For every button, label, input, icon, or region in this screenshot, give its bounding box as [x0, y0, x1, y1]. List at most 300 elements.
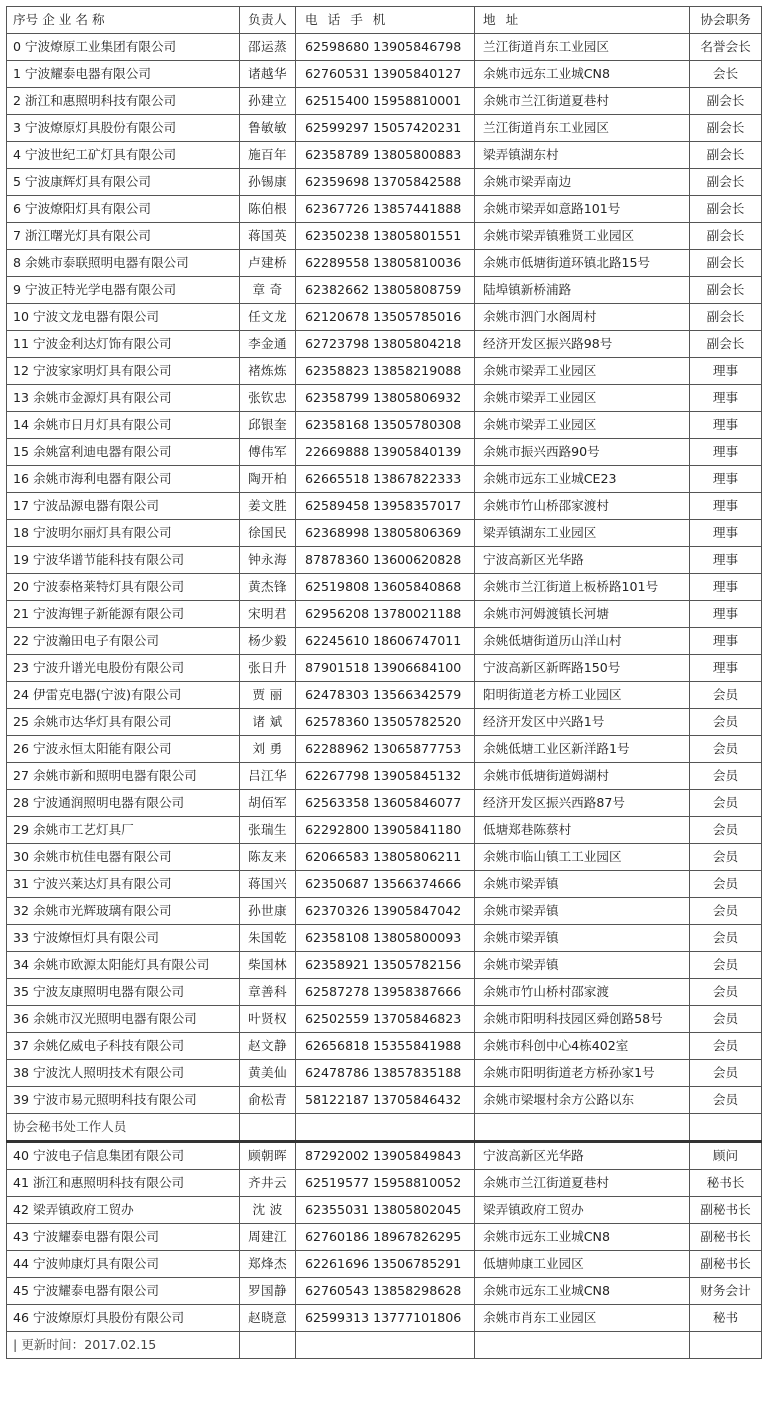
person-cell: 孙锡康	[240, 169, 296, 196]
phone-cell: 62358108 13805800093	[296, 925, 475, 952]
address-cell: 余姚市竹山桥村邵家渡	[475, 979, 690, 1006]
role-cell: 副秘书长	[690, 1224, 762, 1251]
person-cell: 柴国林	[240, 952, 296, 979]
address-cell: 余姚市阳明街道老方桥孙家1号	[475, 1060, 690, 1087]
company-cell: 33 宁波燎恒灯具有限公司	[7, 925, 240, 952]
company-cell: 0 宁波燎原工业集团有限公司	[7, 34, 240, 61]
company-cell: 38 宁波沈人照明技术有限公司	[7, 1060, 240, 1087]
address-cell: 余姚市远东工业城CE23	[475, 466, 690, 493]
company-cell: 10 宁波文龙电器有限公司	[7, 304, 240, 331]
table-row	[7, 952, 762, 979]
table-row	[7, 1170, 762, 1197]
phone-cell: 62515400 15958810001	[296, 88, 475, 115]
phone-cell: 62245610 18606747011	[296, 628, 475, 655]
company-cell: 21 宁波海锂子新能源有限公司	[7, 601, 240, 628]
address-cell: 阳明街道老方桥工业园区	[475, 682, 690, 709]
table-row	[7, 466, 762, 493]
person-cell: 蒋国英	[240, 223, 296, 250]
person-cell: 陈伯根	[240, 196, 296, 223]
phone-cell: 62368998 13805806369	[296, 520, 475, 547]
phone-cell: 62370326 13905847042	[296, 898, 475, 925]
phone-cell: 62367726 13857441888	[296, 196, 475, 223]
address-cell: 梁弄镇湖东工业园区	[475, 520, 690, 547]
address-cell: 余姚市兰江街道夏巷村	[475, 1170, 690, 1197]
phone-cell: 62478786 13857835188	[296, 1060, 475, 1087]
address-cell: 余姚市兰江街道上板桥路101号	[475, 574, 690, 601]
phone-cell: 62358921 13505782156	[296, 952, 475, 979]
company-cell: 27 余姚市新和照明电器有限公司	[7, 763, 240, 790]
table-row	[7, 655, 762, 682]
table-row	[7, 1278, 762, 1305]
person-cell: 诸越华	[240, 61, 296, 88]
phone-cell: 62760543 13858298628	[296, 1278, 475, 1305]
phone-cell: 62288962 13065877753	[296, 736, 475, 763]
role-cell: 理事	[690, 601, 762, 628]
phone-cell: 62656818 15355841988	[296, 1033, 475, 1060]
company-cell: 6 宁波燎阳灯具有限公司	[7, 196, 240, 223]
table-row	[7, 898, 762, 925]
role-cell: 会员	[690, 979, 762, 1006]
phone-cell: 62289558 13805810036	[296, 250, 475, 277]
address-cell: 余姚市梁弄如意路101号	[475, 196, 690, 223]
table-row	[7, 223, 762, 250]
person-cell: 俞松青	[240, 1087, 296, 1114]
address-cell: 余姚市低塘街道姆湖村	[475, 763, 690, 790]
phone-cell: 62956208 13780021188	[296, 601, 475, 628]
role-cell: 会员	[690, 682, 762, 709]
company-cell: 42 梁弄镇政府工贸办	[7, 1197, 240, 1224]
update-time: | 更新时间：2017.02.15	[7, 1332, 240, 1359]
table-row	[7, 844, 762, 871]
phone-cell: 62589458 13958357017	[296, 493, 475, 520]
company-cell: 26 宁波永恒太阳能有限公司	[7, 736, 240, 763]
role-cell: 会员	[690, 1060, 762, 1087]
address-cell: 余姚市临山镇工工业园区	[475, 844, 690, 871]
table-row	[7, 385, 762, 412]
person-cell: 傅伟军	[240, 439, 296, 466]
person-cell: 胡佰军	[240, 790, 296, 817]
company-cell: 34 余姚市欧源太阳能灯具有限公司	[7, 952, 240, 979]
person-cell: 陈友来	[240, 844, 296, 871]
table-row	[7, 601, 762, 628]
empty-cell	[296, 1332, 475, 1359]
address-cell: 余姚市梁弄镇雅贤工业园区	[475, 223, 690, 250]
role-cell: 理事	[690, 655, 762, 682]
role-cell: 副会长	[690, 277, 762, 304]
address-cell: 余姚市阳明科技园区舜创路58号	[475, 1006, 690, 1033]
address-cell: 余姚市肖东工业园区	[475, 1305, 690, 1332]
address-cell: 余姚市振兴西路90号	[475, 439, 690, 466]
address-cell: 梁弄镇政府工贸办	[475, 1197, 690, 1224]
phone-cell: 62292800 13905841180	[296, 817, 475, 844]
table-row	[7, 277, 762, 304]
person-cell: 黄美仙	[240, 1060, 296, 1087]
company-cell: 12 宁波家家明灯具有限公司	[7, 358, 240, 385]
company-cell: 30 余姚市杭佳电器有限公司	[7, 844, 240, 871]
phone-cell: 58122187 13705846432	[296, 1087, 475, 1114]
table-header-row	[7, 7, 762, 34]
phone-cell: 62760531 13905840127	[296, 61, 475, 88]
role-cell: 理事	[690, 439, 762, 466]
person-cell: 姜文胜	[240, 493, 296, 520]
role-cell: 副会长	[690, 304, 762, 331]
empty-cell	[690, 1332, 762, 1359]
phone-cell: 62355031 13805802045	[296, 1197, 475, 1224]
role-cell: 副会长	[690, 169, 762, 196]
company-cell: 15 余姚富利迪电器有限公司	[7, 439, 240, 466]
phone-cell: 62350238 13805801551	[296, 223, 475, 250]
phone-cell: 62519808 13605840868	[296, 574, 475, 601]
person-cell: 卢建桥	[240, 250, 296, 277]
role-cell: 理事	[690, 547, 762, 574]
person-cell: 褚炼炼	[240, 358, 296, 385]
company-cell: 8 余姚市泰联照明电器有限公司	[7, 250, 240, 277]
company-cell: 45 宁波耀泰电器有限公司	[7, 1278, 240, 1305]
table-row	[7, 331, 762, 358]
phone-cell: 87292002 13905849843	[296, 1142, 475, 1170]
address-cell: 余姚市远东工业城CN8	[475, 61, 690, 88]
company-cell: 7 浙江曙光灯具有限公司	[7, 223, 240, 250]
address-cell: 余姚市梁弄工业园区	[475, 412, 690, 439]
person-cell: 贾 丽	[240, 682, 296, 709]
company-cell: 4 宁波世纪工矿灯具有限公司	[7, 142, 240, 169]
person-cell: 任文龙	[240, 304, 296, 331]
table-row	[7, 520, 762, 547]
phone-cell: 62598680 13905846798	[296, 34, 475, 61]
header-phone: 电 话 手 机	[296, 7, 475, 34]
address-cell: 余姚市远东工业城CN8	[475, 1278, 690, 1305]
table-row	[7, 574, 762, 601]
phone-cell: 62359698 13705842588	[296, 169, 475, 196]
address-cell: 宁波高新区新晖路150号	[475, 655, 690, 682]
company-cell: 2 浙江和惠照明科技有限公司	[7, 88, 240, 115]
phone-cell: 62267798 13905845132	[296, 763, 475, 790]
person-cell: 齐井云	[240, 1170, 296, 1197]
role-cell: 副会长	[690, 142, 762, 169]
person-cell: 郑烽杰	[240, 1251, 296, 1278]
address-cell: 余姚市远东工业城CN8	[475, 1224, 690, 1251]
phone-cell: 62358168 13505780308	[296, 412, 475, 439]
phone-cell: 62261696 13506785291	[296, 1251, 475, 1278]
phone-cell: 62599297 15057420231	[296, 115, 475, 142]
role-cell: 副会长	[690, 250, 762, 277]
company-cell: 22 宁波瀚田电子有限公司	[7, 628, 240, 655]
person-cell: 鲁敏敏	[240, 115, 296, 142]
empty-cell	[475, 1332, 690, 1359]
role-cell: 理事	[690, 574, 762, 601]
person-cell: 邱银奎	[240, 412, 296, 439]
table-row	[7, 439, 762, 466]
phone-cell: 22669888 13905840139	[296, 439, 475, 466]
role-cell: 会员	[690, 709, 762, 736]
table-row	[7, 169, 762, 196]
phone-cell: 62502559 13705846823	[296, 1006, 475, 1033]
person-cell: 徐国民	[240, 520, 296, 547]
company-cell: 3 宁波燎原灯具股份有限公司	[7, 115, 240, 142]
company-cell: 11 宁波金利达灯饰有限公司	[7, 331, 240, 358]
table-row	[7, 709, 762, 736]
header-person: 负责人	[240, 7, 296, 34]
table-row	[7, 1060, 762, 1087]
address-cell: 余姚低塘街道历山洋山村	[475, 628, 690, 655]
role-cell: 理事	[690, 358, 762, 385]
role-cell: 会员	[690, 952, 762, 979]
person-cell: 顾朝晖	[240, 1142, 296, 1170]
phone-cell: 62350687 13566374666	[296, 871, 475, 898]
phone-cell: 62665518 13867822333	[296, 466, 475, 493]
person-cell: 孙建立	[240, 88, 296, 115]
address-cell: 经济开发区振兴路98号	[475, 331, 690, 358]
person-cell: 张日升	[240, 655, 296, 682]
table-row	[7, 412, 762, 439]
address-cell: 经济开发区振兴西路87号	[475, 790, 690, 817]
role-cell: 会员	[690, 1087, 762, 1114]
table-row	[7, 250, 762, 277]
table-row	[7, 1006, 762, 1033]
phone-cell: 62358823 13858219088	[296, 358, 475, 385]
header-company: 序号 企 业 名 称	[7, 7, 240, 34]
address-cell: 余姚市梁弄南边	[475, 169, 690, 196]
role-cell: 理事	[690, 412, 762, 439]
phone-cell: 87901518 13906684100	[296, 655, 475, 682]
table-row	[7, 1224, 762, 1251]
person-cell: 施百年	[240, 142, 296, 169]
person-cell: 邵运蒸	[240, 34, 296, 61]
table-row	[7, 493, 762, 520]
table-row	[7, 358, 762, 385]
address-cell: 余姚市梁弄镇	[475, 952, 690, 979]
phone-cell: 62578360 13505782520	[296, 709, 475, 736]
role-cell: 副会长	[690, 88, 762, 115]
person-cell: 张钦忠	[240, 385, 296, 412]
address-cell: 经济开发区中兴路1号	[475, 709, 690, 736]
company-cell: 13 余姚市金源灯具有限公司	[7, 385, 240, 412]
phone-cell: 62599313 13777101806	[296, 1305, 475, 1332]
table-row	[7, 817, 762, 844]
address-cell: 陆埠镇新桥浦路	[475, 277, 690, 304]
role-cell: 会员	[690, 925, 762, 952]
company-cell: 16 余姚市海利电器有限公司	[7, 466, 240, 493]
phone-cell: 62358799 13805806932	[296, 385, 475, 412]
empty-cell	[240, 1332, 296, 1359]
address-cell: 梁弄镇湖东村	[475, 142, 690, 169]
role-cell: 财务会计	[690, 1278, 762, 1305]
address-cell: 余姚市河姆渡镇长河塘	[475, 601, 690, 628]
table-row	[7, 925, 762, 952]
table-row	[7, 304, 762, 331]
role-cell: 秘书	[690, 1305, 762, 1332]
person-cell: 杨少毅	[240, 628, 296, 655]
table-row	[7, 790, 762, 817]
company-cell: 31 宁波兴莱达灯具有限公司	[7, 871, 240, 898]
company-cell: 24 伊雷克电器(宁波)有限公司	[7, 682, 240, 709]
role-cell: 理事	[690, 385, 762, 412]
company-cell: 28 宁波通润照明电器有限公司	[7, 790, 240, 817]
company-cell: 41 浙江和惠照明科技有限公司	[7, 1170, 240, 1197]
table-row	[7, 115, 762, 142]
empty-cell	[475, 1114, 690, 1142]
company-cell: 9 宁波正特光学电器有限公司	[7, 277, 240, 304]
header-address: 地 址	[475, 7, 690, 34]
address-cell: 兰江街道肖东工业园区	[475, 34, 690, 61]
table-row	[7, 196, 762, 223]
company-cell: 43 宁波耀泰电器有限公司	[7, 1224, 240, 1251]
address-cell: 余姚市梁堰村余方公路以东	[475, 1087, 690, 1114]
phone-cell: 62519577 15958810052	[296, 1170, 475, 1197]
role-cell: 会员	[690, 790, 762, 817]
phone-cell: 62478303 13566342579	[296, 682, 475, 709]
person-cell: 章善科	[240, 979, 296, 1006]
table-row	[7, 1142, 762, 1170]
person-cell: 黄杰锋	[240, 574, 296, 601]
table-row	[7, 547, 762, 574]
table-row	[7, 628, 762, 655]
header-role: 协会职务	[690, 7, 762, 34]
person-cell: 叶贤权	[240, 1006, 296, 1033]
address-cell: 低塘帅康工业园区	[475, 1251, 690, 1278]
person-cell: 宋明君	[240, 601, 296, 628]
person-cell: 章 奇	[240, 277, 296, 304]
role-cell: 理事	[690, 466, 762, 493]
company-cell: 23 宁波升谱光电股份有限公司	[7, 655, 240, 682]
phone-cell: 62066583 13805806211	[296, 844, 475, 871]
company-cell: 25 余姚市达华灯具有限公司	[7, 709, 240, 736]
company-cell: 29 余姚市工艺灯具厂	[7, 817, 240, 844]
role-cell: 副会长	[690, 223, 762, 250]
phone-cell: 62587278 13958387666	[296, 979, 475, 1006]
table-row	[7, 1305, 762, 1332]
role-cell: 会员	[690, 1033, 762, 1060]
role-cell: 理事	[690, 628, 762, 655]
role-cell: 理事	[690, 493, 762, 520]
address-cell: 余姚市竹山桥邵家渡村	[475, 493, 690, 520]
table-row	[7, 88, 762, 115]
address-cell: 余姚低塘工业区新洋路1号	[475, 736, 690, 763]
person-cell: 罗国静	[240, 1278, 296, 1305]
person-cell: 蒋国兴	[240, 871, 296, 898]
table-row	[7, 979, 762, 1006]
company-cell: 20 宁波泰格莱特灯具有限公司	[7, 574, 240, 601]
role-cell: 理事	[690, 520, 762, 547]
phone-cell: 62563358 13605846077	[296, 790, 475, 817]
person-cell: 钟永海	[240, 547, 296, 574]
company-cell: 37 余姚亿威电子科技有限公司	[7, 1033, 240, 1060]
role-cell: 会员	[690, 817, 762, 844]
phone-cell: 87878360 13600620828	[296, 547, 475, 574]
role-cell: 副秘书长	[690, 1197, 762, 1224]
role-cell: 副会长	[690, 331, 762, 358]
person-cell: 沈 波	[240, 1197, 296, 1224]
address-cell: 余姚市梁弄工业园区	[475, 385, 690, 412]
section-title-row	[7, 1114, 762, 1142]
person-cell: 赵晓意	[240, 1305, 296, 1332]
empty-cell	[690, 1114, 762, 1142]
role-cell: 会员	[690, 1006, 762, 1033]
person-cell: 赵文静	[240, 1033, 296, 1060]
section-title: 协会秘书处工作人员	[7, 1114, 240, 1142]
company-cell: 35 宁波友康照明电器有限公司	[7, 979, 240, 1006]
person-cell: 朱国乾	[240, 925, 296, 952]
footer-row	[7, 1332, 762, 1359]
table-row	[7, 1087, 762, 1114]
table-row	[7, 871, 762, 898]
address-cell: 余姚市泗门水阁周村	[475, 304, 690, 331]
address-cell: 余姚市梁弄镇	[475, 871, 690, 898]
table-row	[7, 736, 762, 763]
empty-cell	[240, 1114, 296, 1142]
person-cell: 吕江华	[240, 763, 296, 790]
company-cell: 19 宁波华谱节能科技有限公司	[7, 547, 240, 574]
role-cell: 名誉会长	[690, 34, 762, 61]
company-cell: 40 宁波电子信息集团有限公司	[7, 1142, 240, 1170]
address-cell: 宁波高新区光华路	[475, 1142, 690, 1170]
table-row	[7, 142, 762, 169]
company-cell: 1 宁波耀泰电器有限公司	[7, 61, 240, 88]
role-cell: 副会长	[690, 196, 762, 223]
address-cell: 余姚市科创中心4栋402室	[475, 1033, 690, 1060]
company-cell: 5 宁波康辉灯具有限公司	[7, 169, 240, 196]
person-cell: 周建江	[240, 1224, 296, 1251]
person-cell: 张瑞生	[240, 817, 296, 844]
role-cell: 副秘书长	[690, 1251, 762, 1278]
address-cell: 宁波高新区光华路	[475, 547, 690, 574]
address-cell: 余姚市低塘街道环镇北路15号	[475, 250, 690, 277]
empty-cell	[296, 1114, 475, 1142]
company-cell: 18 宁波明尔丽灯具有限公司	[7, 520, 240, 547]
address-cell: 余姚市兰江街道夏巷村	[475, 88, 690, 115]
role-cell: 顾问	[690, 1142, 762, 1170]
address-cell: 余姚市梁弄镇	[475, 898, 690, 925]
company-cell: 44 宁波帅康灯具有限公司	[7, 1251, 240, 1278]
address-cell: 低塘郑巷陈蔡村	[475, 817, 690, 844]
role-cell: 会员	[690, 736, 762, 763]
company-cell: 32 余姚市光辉玻璃有限公司	[7, 898, 240, 925]
phone-cell: 62760186 18967826295	[296, 1224, 475, 1251]
phone-cell: 62120678 13505785016	[296, 304, 475, 331]
phone-cell: 62358789 13805800883	[296, 142, 475, 169]
role-cell: 会员	[690, 871, 762, 898]
table-row	[7, 34, 762, 61]
company-cell: 17 宁波品源电器有限公司	[7, 493, 240, 520]
phone-cell: 62723798 13805804218	[296, 331, 475, 358]
person-cell: 陶开柏	[240, 466, 296, 493]
person-cell: 孙世康	[240, 898, 296, 925]
person-cell: 诸 斌	[240, 709, 296, 736]
company-cell: 36 余姚市汉光照明电器有限公司	[7, 1006, 240, 1033]
role-cell: 会长	[690, 61, 762, 88]
address-cell: 兰江街道肖东工业园区	[475, 115, 690, 142]
table-row	[7, 682, 762, 709]
table-row	[7, 1033, 762, 1060]
company-cell: 39 宁波市易元照明科技有限公司	[7, 1087, 240, 1114]
company-cell: 46 宁波燎原灯具股份有限公司	[7, 1305, 240, 1332]
role-cell: 秘书长	[690, 1170, 762, 1197]
role-cell: 会员	[690, 763, 762, 790]
role-cell: 会员	[690, 844, 762, 871]
table-row	[7, 763, 762, 790]
table-row	[7, 1197, 762, 1224]
phone-cell: 62382662 13805808759	[296, 277, 475, 304]
table-row	[7, 1251, 762, 1278]
address-cell: 余姚市梁弄镇	[475, 925, 690, 952]
role-cell: 会员	[690, 898, 762, 925]
person-cell: 李金通	[240, 331, 296, 358]
address-cell: 余姚市梁弄工业园区	[475, 358, 690, 385]
table-row	[7, 61, 762, 88]
person-cell: 刘 勇	[240, 736, 296, 763]
company-cell: 14 余姚市日月灯具有限公司	[7, 412, 240, 439]
member-directory-table	[6, 6, 762, 1359]
